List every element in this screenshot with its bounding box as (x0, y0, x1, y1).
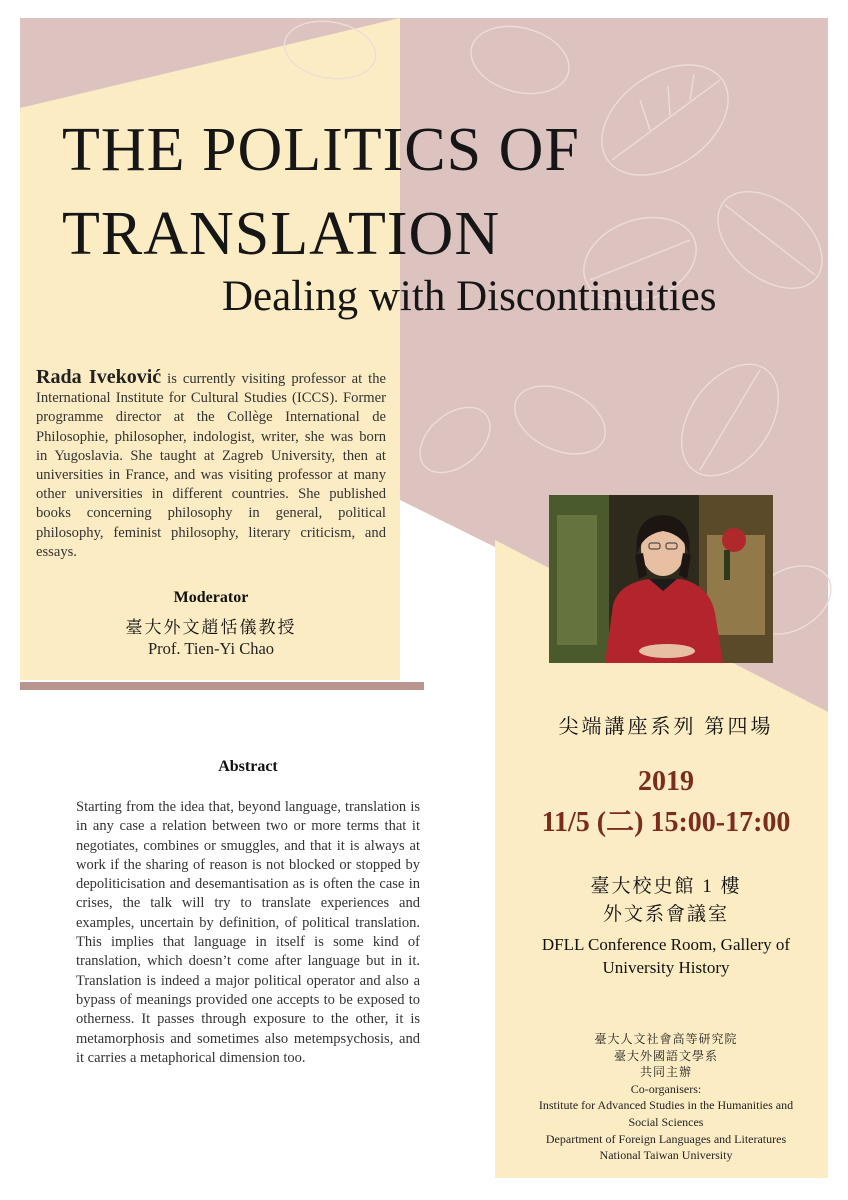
venue-en-line-1: DFLL Conference Room, Gallery of (541, 935, 791, 954)
speaker-bio (36, 368, 386, 562)
event-datetime: 11/5 (二) 15:00-17:00 (541, 807, 791, 838)
event-title (62, 108, 782, 276)
abstract-body: Starting from the idea that, beyond language, translation is in any case a relation between two or more terms that it negotiates, combines or smuggles, and that it is always at work if the sharing of reason is not blocked or stopped by depoliticisation and desemantisation as is often the case in crises, the talk will try to translate experiences and examples, uncertain by definition, of political translation. This implies that language in itself is some kind of translation, which doesn’t come after language but in it. Translation is indeed a major political operator and also a bypass of meanings provided one accepts to be exposed to otherness. It passes through exposure to the other, it is metamorphosis and sometimes also metempsychosis, and it carries a metaphorical dimension too. (76, 799, 420, 1066)
title-line-2: TRANSLATION (62, 200, 501, 268)
organiser-zh-2: 臺大外國語文學系 (613, 1048, 718, 1063)
organiser-en-2: Social Sciences (628, 1114, 704, 1129)
divider-rule (20, 682, 424, 690)
organiser-en-4: National Taiwan University (599, 1148, 733, 1163)
moderator-label: Moderator (173, 589, 249, 606)
moderator-block (36, 589, 386, 659)
moderator-name-en: Prof. Tien-Yi Chao (147, 639, 275, 658)
venue-en-line-2: University History (602, 958, 730, 977)
speaker-name: Rada Iveković (36, 366, 162, 388)
lecture-series: 尖端講座系列 第四場 (558, 716, 774, 738)
venue-zh-line-2: 外文系會議室 (602, 904, 729, 925)
co-organisers-label: Co-organisers: (630, 1081, 702, 1096)
organiser-zh-1: 臺大人文社會高等研究院 (594, 1032, 738, 1046)
title-line-1: THE POLITICS OF (62, 116, 580, 184)
organisers-block (496, 1031, 836, 1164)
organiser-en-3: Department of Foreign Languages and Literatures (545, 1131, 787, 1146)
event-year: 2019 (638, 766, 694, 797)
organiser-zh-3: 共同主辦 (639, 1065, 692, 1080)
moderator-name-zh: 臺大外文趙恬儀教授 (125, 618, 297, 637)
event-subtitle: Dealing with Discontinuities (222, 273, 717, 320)
organiser-en-1: Institute for Advanced Studies in the Humanities and (538, 1098, 794, 1113)
venue-en (496, 933, 836, 979)
venue-zh (496, 873, 836, 929)
speaker-bio-text: is currently visiting professor at the International Institute for Cultural Studies (ICCS). Former programme director at the Collège International de Philosophie, philosopher, indologist, writer, she was born in Yugoslavia. She taught at Zagreb University, then at universities in France, and was visiting professor at many other universities in different countries. She published books concerning philosophy in general, political philosophy, feminist philosophy, literary criticism, and essays. (36, 371, 386, 560)
abstract-heading: Abstract (218, 758, 278, 775)
venue-zh-line-1: 臺大校史館 1 樓 (590, 876, 742, 897)
speaker-photo (549, 495, 773, 663)
